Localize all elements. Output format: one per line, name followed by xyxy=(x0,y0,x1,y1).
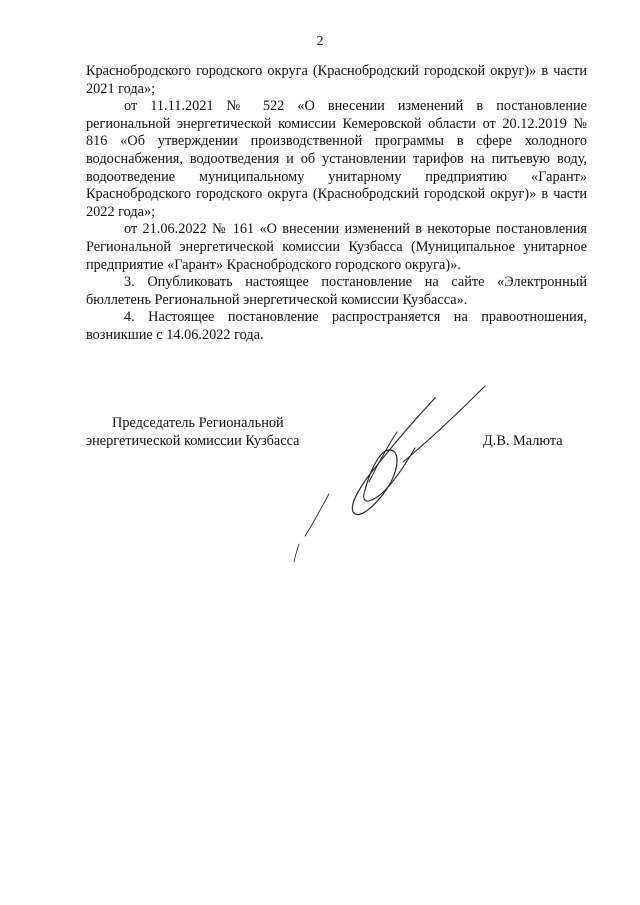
signatory-title-line-2: энергетической комиссии Кузбасса xyxy=(86,432,300,449)
signatory-title-line-1: Председатель Региональной xyxy=(112,415,284,431)
paragraph-amendment-161: от 21.06.2022 № 161 «О внесении изменений в некоторые постановления Региональной энергетической комиссии Кузбасса (Муниципальное унитарное предприятие «Гарант» Краснобродского городского округа)». xyxy=(86,221,587,273)
document-body xyxy=(86,63,587,345)
paragraph-amendment-522: от 11.11.2021 № 522 «О внесении изменений в постановление региональной энергетической комиссии Кемеровской области от 20.12.2019 № 816 «Об утверждении производственной программы в сфере холодного водоснабжения, водоотведения и об установлении тарифов на питьевую воду, водоотведение муниципальному унитарному предприятию «Гарант» Краснобродского городского округа (Краснобродский городской округ)» в части 2022 года»; xyxy=(86,98,587,220)
signatory-name: Д.В. Малюта xyxy=(483,432,563,449)
paragraph-item-4-effective-date: 4. Настоящее постановление распространяется на правоотношения, возникшие с 14.06.2022 года. xyxy=(86,309,587,343)
paragraph-item-3-publish: 3. Опубликовать настоящее постановление на сайте «Электронный бюллетень Региональной энергетической комиссии Кузбасса». xyxy=(86,274,587,308)
page-number: 2 xyxy=(316,34,324,49)
paragraph-continuation: Краснобродского городского округа (Краснобродский городской округ)» в части 2021 года»; xyxy=(86,63,587,97)
handwritten-signature xyxy=(285,378,505,578)
